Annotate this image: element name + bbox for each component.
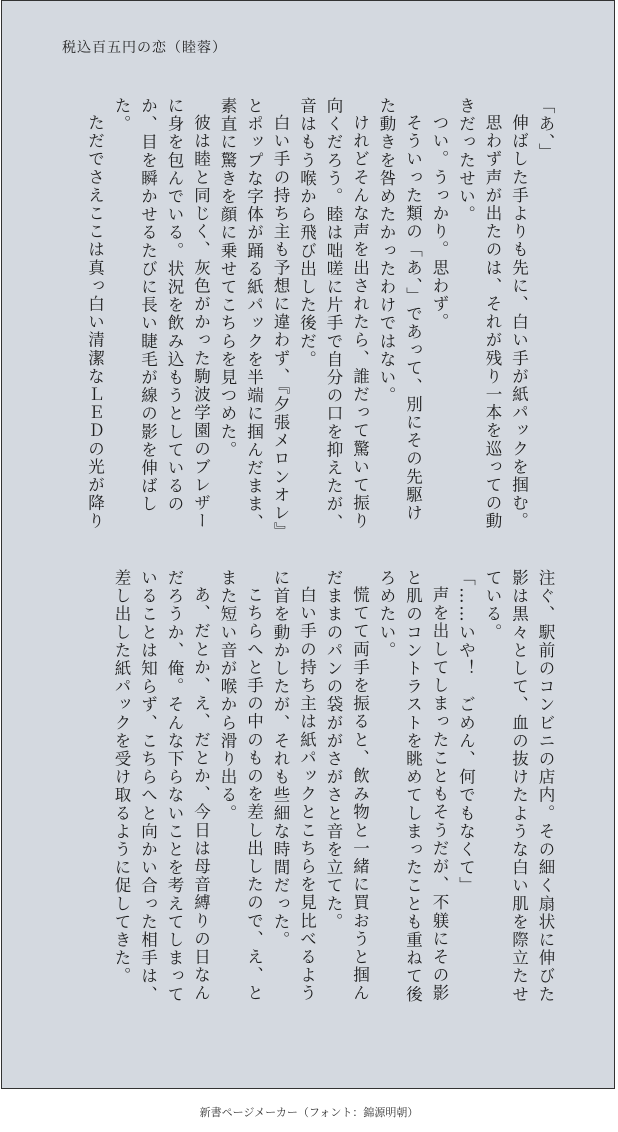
paragraph: 慌てて両手を振ると、飲み物と一緒に買おうと掴んだままのパンの袋ががさがさと音を立てた。 [324,569,370,1002]
paragraph: 注ぐ、駅前のコンビニの店内。その細く扇状に伸びた影は黒々として、血の抜けたような白い肌を際立たせている。 [483,569,555,1004]
novel-page [1,0,615,1089]
paragraph: そういった類の「あ、」であって、別にその先駆けた動きを咎めたかったわけではない。 [377,97,423,522]
paragraph: 彼は睦と同じく、灰色がかった駒波学園のブレザーに身を包んでいる。状況を飲み込もうとしているのか、目を瞬かせるたびに長い睫毛が線の影を伸ばした。 [112,97,211,530]
paragraph: こちらへと手の中のものを差し出したので、え、とまた短い音が喉から滑り出る。 [218,569,264,1002]
paragraph: 「あ、」 [536,97,555,162]
paragraph: 声を出してしまったこともそうだが、不躾にその影と肌のコントラストを眺めてしまったことも重ねて後ろめたい。 [377,569,449,1004]
text-column-bottom [58,569,558,1009]
paragraph: ただでさえここは真っ白い清潔なＬＥＤの光が降り [85,113,105,530]
paragraph: 白い手の持ち主も予想に違わず、『夕張メロンオレ』とポップな字体が踊る紙パックを半端に掴んだまま、素直に驚きを顔に乗せてこちらを見つめた。 [218,97,290,532]
text-column-top [58,97,558,537]
paragraph: 白い手の持ち主は紙パックとこちらを見比べるように首を動かしたが、それも些細な時間だった。 [271,569,317,1002]
paragraph: 伸ばした手よりも先に、白い手が紙パックを掴む。 [509,113,529,530]
paragraph: 思わず声が出たのは、それが残り一本を巡っての動きだったせい。 [456,97,502,530]
paragraph: あ、だとか、え、だとか、今日は母音縛りの日なんだろうか、俺。そんな下らないことを考えてしまっていることは知らず、こちらへと向かい合った相手は、差し出した紙パックを受け取るように促してきた。 [112,569,211,1004]
footer-credit: 新書ページメーカー（フォント：錦源明朝） [199,1106,419,1119]
paragraph: つい。うっかり。思わず。 [430,113,449,331]
page-title: 税込百五円の恋（睦蓉） [62,40,227,56]
paragraph: けれどそんな声を出されたら、誰だって驚いて振り向くだろう。睦は咄嗟に片手で自分の口を抑えたが、音はもう喉から飛び出した後だ。 [297,97,370,532]
paragraph: 「……いや！ ごめん、何でもなくて」 [456,569,476,895]
